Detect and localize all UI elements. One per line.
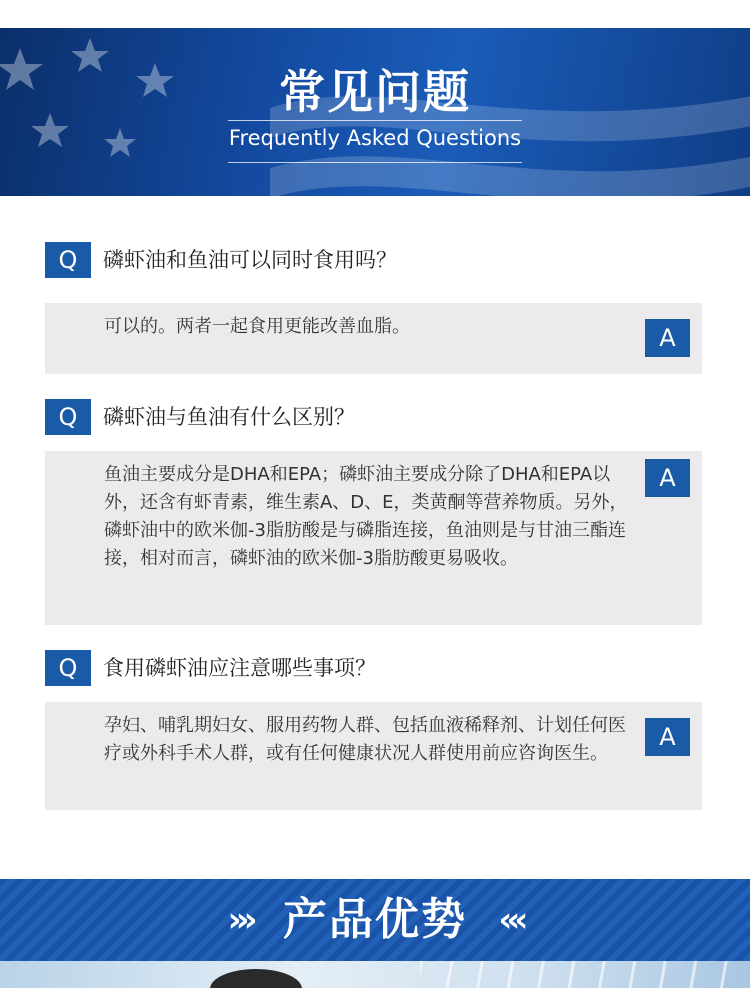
answer-text: 孕妇、哺乳期妇女、服用药物人群、包括血液稀释剂、计划任何医疗或外科手术人群，或有任何健康状况人群使用前应咨询医生。 <box>104 715 626 764</box>
title-divider-bottom <box>228 162 522 163</box>
a-badge: A <box>645 319 690 357</box>
faq-title: 常见问题 <box>279 65 471 119</box>
product-photo-strip <box>0 961 750 988</box>
product-advantages-banner <box>0 879 750 961</box>
answer-text: 可以的。两者一起食用更能改善血脂。 <box>104 316 410 337</box>
question-text: 磷虾油和鱼油可以同时食用吗？ <box>103 248 397 272</box>
faq-subtitle: Frequently Asked Questions <box>228 126 522 150</box>
faq-question-2 <box>45 399 705 435</box>
advantages-heading <box>0 879 750 961</box>
person-head-image <box>210 969 302 988</box>
faq-header-banner <box>0 28 750 196</box>
q-badge: Q <box>45 399 91 435</box>
question-text: 磷虾油与鱼油有什么区别？ <box>103 405 355 429</box>
title-divider-top <box>228 120 522 121</box>
faq-answer-3 <box>45 702 702 810</box>
question-text: 食用磷虾油应注意哪些事项？ <box>103 656 376 680</box>
faq-answer-1 <box>45 303 702 374</box>
faq-question-1 <box>45 242 705 278</box>
q-badge: Q <box>45 650 91 686</box>
answer-text: 鱼油主要成分是DHA和EPA；磷虾油主要成分除了DHA和EPA以外，还含有虾青素，维生素A、D、E，类黄酮等营养物质。另外，磷虾油中的欧米伽-3脂肪酸是与磷脂连接，鱼油则是与甘油三酯连接，相对而言，磷虾油的欧米伽-3脂肪酸更易吸收。 <box>104 464 628 569</box>
q-badge: Q <box>45 242 91 278</box>
right-arrows-icon: ‹‹‹ <box>498 900 523 940</box>
left-arrows-icon: ››› <box>227 900 252 940</box>
a-badge: A <box>645 718 690 756</box>
advantages-title: 产品优势 <box>283 894 467 945</box>
faq-answer-2 <box>45 451 702 625</box>
background-lines-decoration <box>420 961 750 988</box>
top-gap <box>0 0 750 28</box>
a-badge: A <box>645 459 690 497</box>
faq-question-3 <box>45 650 705 686</box>
